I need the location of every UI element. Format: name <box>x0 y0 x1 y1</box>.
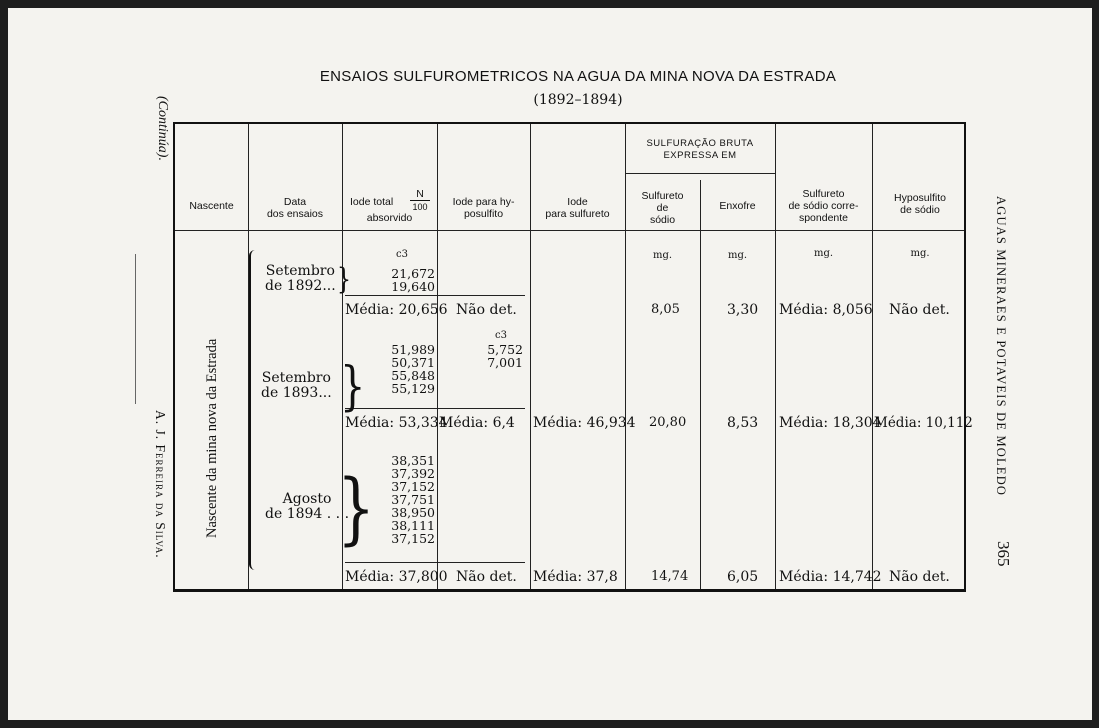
hyposulfito-2: Média: 6,4 <box>439 415 515 431</box>
hyposulfito-sodio-2: Média: 10,112 <box>874 415 973 431</box>
header-enxofre: Enxofre <box>719 200 756 212</box>
date-group-1: Setembro de 1892... <box>265 263 336 294</box>
unit-c3: c3 <box>396 249 408 260</box>
header-sulfureto-sodio: Sulfureto de sódio <box>641 190 684 226</box>
brace-icon: } <box>340 357 366 417</box>
iode-sulfureto-3: Média: 37,8 <box>533 569 618 585</box>
unit-mg: mg. <box>652 250 673 261</box>
header-hyposulfito-sodio: Hyposulfito de sódio <box>894 192 946 216</box>
years-subtitle: (1892–1894) <box>533 92 623 108</box>
nascente-name: Nascente da mina nova da Estrada <box>204 338 220 538</box>
date-group-3: Agosto de 1894 . . . <box>265 491 350 522</box>
sulfureto-sodio-1: 8,05 <box>651 302 680 317</box>
sulfureto-sodio-3: 14,74 <box>651 569 689 584</box>
data-table <box>173 122 973 592</box>
values-group-1: 21,672 19,640 <box>391 266 435 294</box>
header-iode-sulfureto: Iode para sulfureto <box>545 196 610 220</box>
hypo-values-group-2: 5,752 7,001 <box>487 342 523 370</box>
hyposulfito-sodio-3: Não det. <box>889 569 950 585</box>
nascente-brace <box>249 250 259 570</box>
page-title: ENSAIOS SULFUROMETRICOS NA AGUA DA MINA NOVA DA ESTRADA <box>319 68 837 85</box>
media-total-1: Média: 20,656 <box>345 302 448 318</box>
values-group-3: 38,351 37,392 37,152 37,751 38,950 38,111 37,152 <box>391 453 435 546</box>
sulfureto-corr-3: Média: 14,742 <box>779 569 882 585</box>
unit-c3: c3 <box>495 330 507 341</box>
enxofre-2: 8,53 <box>727 415 759 431</box>
unit-mg: mg. <box>727 250 748 261</box>
continua-note: (Continúa). <box>155 96 170 161</box>
sulfureto-corr-1: Média: 8,056 <box>779 302 873 318</box>
hyposulfito-1: Não det. <box>456 302 517 318</box>
date-group-2: Setembro de 1893... <box>261 370 332 401</box>
running-title: AGUAS MINERAES E POTAVEIS DE MOLEDO <box>994 196 1008 497</box>
media-total-2: Média: 53,334 <box>345 415 448 431</box>
header-sulfureto-correspondente: Sulfureto de sódio corre- spondente <box>788 188 859 224</box>
header-data: Data dos ensaios <box>266 196 324 220</box>
unit-mg: mg. <box>813 248 834 259</box>
hyposulfito-sodio-1: Não det. <box>889 302 950 318</box>
values-group-2: 51,989 50,371 55,848 55,129 <box>391 342 435 396</box>
header-iode-total: Iode total N 100 absorvido <box>342 188 437 224</box>
enxofre-3: 6,05 <box>727 569 759 585</box>
header-iode-hyposulfito: Iode para hy- posulfito <box>452 196 515 220</box>
margin-rule <box>135 254 136 404</box>
media-total-3: Média: 37,800 <box>345 569 448 585</box>
brace-icon: } <box>337 264 351 297</box>
sulfureto-corr-2: Média: 18,304 <box>779 415 882 431</box>
hyposulfito-3: Não det. <box>456 569 517 585</box>
brace-icon: } <box>337 463 376 555</box>
page-number: 365 <box>994 541 1013 567</box>
header-sulfuracao-bruta: SULFURAÇÃO BRUTA EXPRESSA EM <box>646 138 754 161</box>
header-nascente: Nascente <box>189 200 234 212</box>
author-name: A. J. Ferreira da Silva. <box>153 410 168 559</box>
iode-sulfureto-2: Média: 46,934 <box>533 415 636 431</box>
sulfureto-sodio-2: 20,80 <box>649 415 687 430</box>
unit-mg: mg. <box>910 248 930 259</box>
document-page <box>8 8 1092 720</box>
enxofre-1: 3,30 <box>727 302 759 318</box>
